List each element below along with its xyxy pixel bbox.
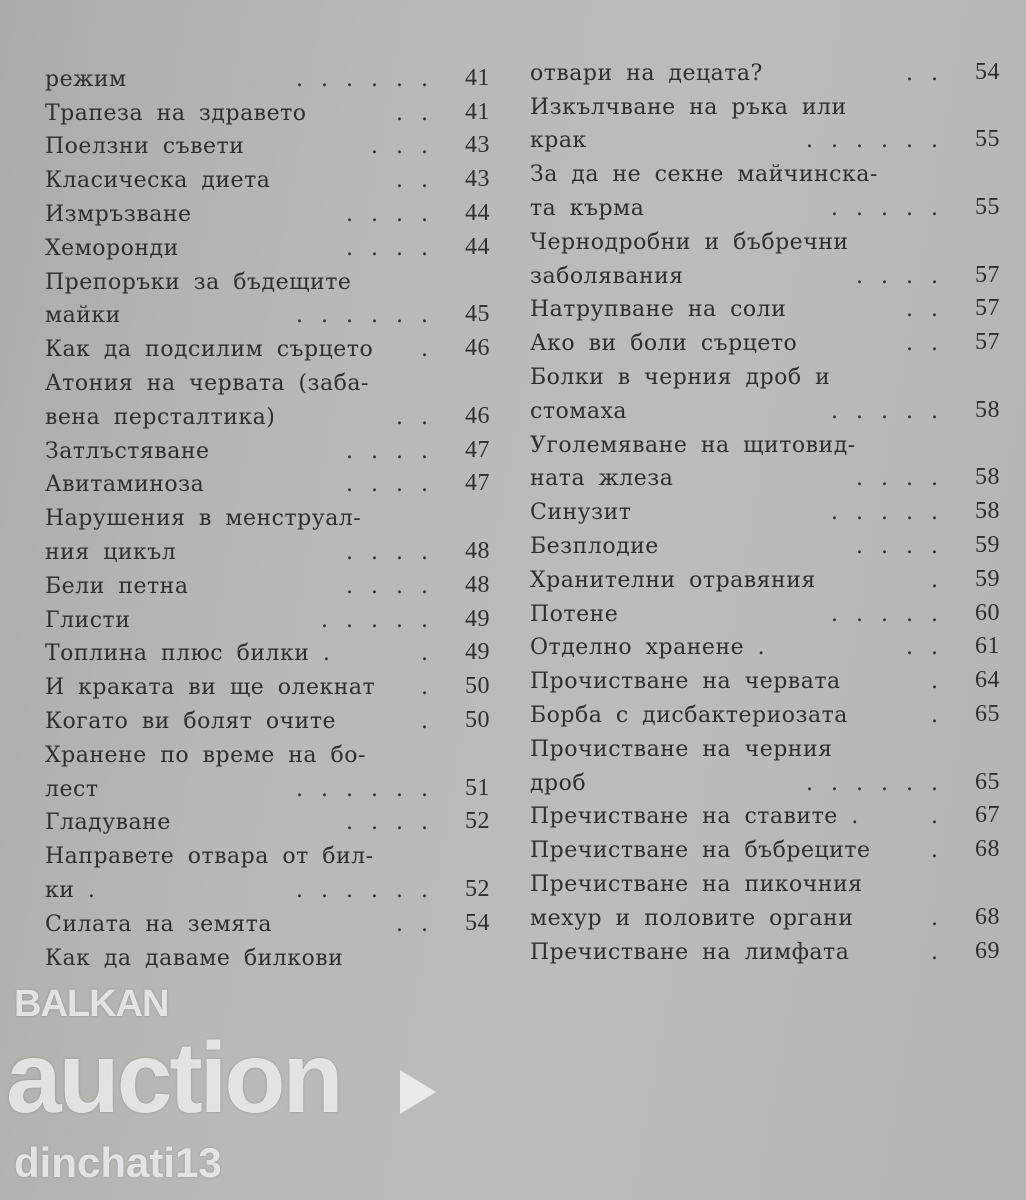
toc-entry-title: Измръзване: [45, 201, 192, 227]
toc-entry-line: [530, 559, 1000, 593]
toc-entry-title: Прочистване на червата: [530, 669, 841, 695]
toc-page-number: 51: [465, 774, 490, 801]
toc-entry-title: ки .: [45, 877, 96, 903]
toc-entry-line: [45, 666, 490, 700]
toc-page-number: 57: [975, 261, 1000, 288]
toc-entry-line: [45, 227, 490, 261]
toc-page-number: 46: [465, 335, 490, 362]
toc-page-number: 59: [975, 531, 1000, 558]
toc-entry-title: Затлъстяване: [45, 438, 210, 464]
toc-entry-line: [530, 863, 1000, 897]
toc-entry-title: За да не секне майчинска-: [530, 162, 878, 188]
toc-page-number: 46: [465, 402, 490, 429]
toc-entry-line: [45, 430, 490, 464]
toc-page-number: 58: [975, 464, 1000, 491]
dot-leader: ....: [346, 573, 446, 599]
toc-entry-title: Авитаминоза: [45, 472, 205, 498]
toc-entry-title: майки: [45, 303, 121, 329]
toc-page-number: 69: [975, 937, 1000, 964]
toc-entry-line: [45, 802, 490, 836]
toc-entry-line: [530, 255, 1000, 289]
toc-entry-title: Безплодие: [530, 533, 659, 559]
toc-entry-line: [45, 531, 490, 565]
toc-entry-line: [45, 159, 490, 193]
watermark-logo: auction: [6, 1022, 341, 1134]
dot-leader: ....: [346, 235, 446, 261]
dot-leader: .: [421, 337, 446, 363]
toc-page-number: 58: [975, 396, 1000, 423]
toc-page-number: 50: [465, 706, 490, 733]
dot-leader: .: [931, 669, 956, 695]
toc-entry-line: [530, 762, 1000, 796]
toc-entry-line: [530, 593, 1000, 627]
toc-entry-title: та кърма: [530, 195, 645, 221]
toc-entry-line: [45, 193, 490, 227]
toc-entry-line: [45, 869, 490, 903]
toc-page-number: 54: [975, 58, 1000, 85]
toc-entry-title: Хранене по време на бо-: [45, 742, 366, 768]
toc-entry-line: [530, 796, 1000, 830]
toc-entry-title: Болки в черния дроб и: [530, 364, 831, 390]
toc-entry-title: Силата на земята: [45, 911, 272, 937]
toc-entry-title: лест: [45, 776, 99, 802]
toc-entry-line: [45, 497, 490, 531]
toc-right-column: [530, 52, 1000, 965]
toc-page-number: 48: [465, 537, 490, 564]
dot-leader: ....: [346, 539, 446, 565]
toc-page-number: 47: [465, 436, 490, 463]
toc-entry-title: Препоръки за бъдещите: [45, 269, 352, 295]
toc-entry-line: [530, 153, 1000, 187]
toc-entry-line: [45, 92, 490, 126]
toc-entry-line: [530, 120, 1000, 154]
toc-page-number: 57: [975, 295, 1000, 322]
dot-leader: .....: [831, 601, 956, 627]
toc-entry-title: Хранителни отравяния: [530, 567, 816, 593]
toc-page-number: 59: [975, 565, 1000, 592]
toc-page-number: 47: [465, 470, 490, 497]
toc-entry-line: [45, 599, 490, 633]
toc-entry-line: [45, 565, 490, 599]
toc-page-number: 57: [975, 329, 1000, 356]
toc-entry-title: Хеморонди: [45, 235, 179, 261]
watermark-username: dinchati13: [14, 1139, 222, 1186]
toc-entry-title: Уголемяване на щитовид-: [530, 432, 856, 458]
dot-leader: ..: [906, 635, 956, 661]
dot-leader: .: [931, 567, 956, 593]
dot-leader: ....: [346, 201, 446, 227]
dot-leader: ......: [296, 66, 446, 92]
dot-leader: ......: [806, 770, 956, 796]
toc-entry-line: [530, 931, 1000, 965]
dot-leader: .....: [831, 195, 956, 221]
dot-leader: ..: [396, 100, 446, 126]
toc-page-number: 55: [975, 193, 1000, 220]
toc-entry-title: Борба с дисбактериозата: [530, 702, 848, 728]
dot-leader: .....: [831, 398, 956, 424]
toc-left-column: [45, 58, 490, 971]
toc-entry-line: [45, 734, 490, 768]
toc-entry-title: Ако ви боли сърцето: [530, 331, 798, 357]
toc-page-number: 58: [975, 498, 1000, 525]
toc-entry-line: [530, 322, 1000, 356]
toc-entry-title: крак: [530, 128, 587, 154]
toc-entry-title: Поелзни съвети: [45, 134, 245, 160]
toc-entry-title: Пречистване на лимфата: [530, 939, 850, 965]
dot-leader: .: [931, 804, 956, 830]
dot-leader: ......: [296, 776, 446, 802]
toc-entry-title: Синузит: [530, 500, 632, 526]
toc-entry-title: режим: [45, 66, 127, 92]
toc-entry-title: стомаха: [530, 398, 627, 424]
toc-page-number: 68: [975, 903, 1000, 930]
toc-page-number: 41: [465, 64, 490, 91]
dot-leader: ....: [856, 533, 956, 559]
toc-entry-line: [45, 295, 490, 329]
toc-entry-title: мехур и половите органи: [530, 905, 854, 931]
toc-entry-title: Глисти: [45, 607, 131, 633]
toc-entry-line: [530, 86, 1000, 120]
toc-entry-title: Натрупване на соли: [530, 297, 787, 323]
toc-entry-title: Пречистване на ставите .: [530, 804, 859, 830]
toc-page-number: 52: [465, 808, 490, 835]
toc-entry-line: [530, 390, 1000, 424]
toc-entry-title: Как да подсилим сърцето: [45, 337, 374, 363]
toc-page-number: 55: [975, 126, 1000, 153]
toc-entry-title: Пречистване на бъбреците: [530, 838, 871, 864]
toc-entry-title: Чернодробни и бъбречни: [530, 229, 849, 255]
watermark-play-icon: [400, 1070, 436, 1114]
toc-page-number: 45: [465, 301, 490, 328]
toc-page-number: 65: [975, 700, 1000, 727]
toc-entry-line: [45, 464, 490, 498]
toc-entry-line: [45, 633, 490, 667]
toc-entry-title: заболявания: [530, 263, 684, 289]
toc-entry-title: И краката ви ще олекнат: [45, 675, 376, 701]
toc-entry-line: [530, 221, 1000, 255]
toc-entry-line: [530, 525, 1000, 559]
dot-leader: ..: [906, 60, 956, 86]
dot-leader: ..: [396, 168, 446, 194]
dot-leader: .: [421, 641, 446, 667]
dot-leader: ......: [806, 128, 956, 154]
toc-entry-title: Как да даваме билкови: [45, 945, 344, 971]
toc-entry-title: Потене: [530, 601, 619, 627]
toc-page-number: 52: [465, 875, 490, 902]
toc-entry-line: [530, 458, 1000, 492]
toc-entry-line: [530, 694, 1000, 728]
dot-leader: .: [421, 708, 446, 734]
toc-page-number: 50: [465, 673, 490, 700]
toc-entry-title: Трапеза на здравето: [45, 100, 307, 126]
dot-leader: .: [931, 838, 956, 864]
toc-entry-line: [45, 362, 490, 396]
toc-entry-title: Гладуване: [45, 810, 171, 836]
watermark-brand: BALKAN: [14, 983, 169, 1025]
dot-leader: ......: [296, 303, 446, 329]
toc-entry-line: [45, 261, 490, 295]
toc-page-number: 43: [465, 132, 490, 159]
toc-page-number: 61: [975, 633, 1000, 660]
toc-page-number: 64: [975, 667, 1000, 694]
toc-entry-line: [45, 328, 490, 362]
dot-leader: ....: [856, 466, 956, 492]
toc-entry-title: отвари на децата?: [530, 60, 763, 86]
dot-leader: ....: [346, 438, 446, 464]
toc-entry-title: дроб: [530, 770, 587, 796]
toc-entry-title: Когато ви болят очите: [45, 708, 337, 734]
toc-entry-title: Атония на червата (заба-: [45, 370, 369, 396]
toc-page-number: 49: [465, 639, 490, 666]
dot-leader: .....: [321, 607, 446, 633]
dot-leader: ...: [371, 134, 446, 160]
toc-entry-title: Прочистване на черния: [530, 736, 833, 762]
toc-page-number: 54: [465, 909, 490, 936]
toc-entry-line: [530, 289, 1000, 323]
toc-entry-title: Бели петна: [45, 573, 189, 599]
dot-leader: .: [931, 939, 956, 965]
toc-page-number: 43: [465, 166, 490, 193]
dot-leader: .: [931, 702, 956, 728]
dot-leader: ..: [396, 404, 446, 430]
dot-leader: ..: [396, 911, 446, 937]
toc-entry-line: [45, 126, 490, 160]
toc-entry-line: [530, 728, 1000, 762]
toc-entry-title: Направете отвара от бил-: [45, 844, 374, 870]
toc-page-number: 41: [465, 98, 490, 125]
toc-entry-line: [530, 52, 1000, 86]
dot-leader: ..: [906, 297, 956, 323]
toc-entry-line: [45, 396, 490, 430]
toc-entry-title: Топлина плюс билки .: [45, 641, 331, 667]
dot-leader: ......: [296, 877, 446, 903]
toc-entry-line: [530, 356, 1000, 390]
toc-entry-title: ната жлеза: [530, 466, 674, 492]
toc-entry-line: [530, 627, 1000, 661]
dot-leader: ....: [346, 810, 446, 836]
toc-entry-line: [530, 660, 1000, 694]
toc-entry-line: [530, 491, 1000, 525]
toc-entry-line: [45, 768, 490, 802]
toc-entry-title: вена персталтика): [45, 404, 276, 430]
toc-entry-line: [530, 897, 1000, 931]
dot-leader: ..: [906, 331, 956, 357]
toc-page-number: 67: [975, 802, 1000, 829]
toc-entry-title: Отделно хранене .: [530, 635, 766, 661]
dot-leader: .: [931, 905, 956, 931]
toc-entry-line: [45, 937, 490, 971]
dot-leader: .: [421, 675, 446, 701]
toc-page-number: 48: [465, 571, 490, 598]
toc-entry-title: Изкълчване на ръка или: [530, 94, 847, 120]
toc-page-number: 65: [975, 768, 1000, 795]
toc-entry-title: Пречистване на пикочния: [530, 871, 863, 897]
toc-page-number: 49: [465, 605, 490, 632]
dot-leader: ....: [346, 472, 446, 498]
toc-entry-line: [45, 700, 490, 734]
toc-page-number: 44: [465, 199, 490, 226]
toc-entry-line: [45, 835, 490, 869]
dot-leader: .....: [831, 500, 956, 526]
toc-entry-title: ния цикъл: [45, 539, 177, 565]
dot-leader: ....: [856, 263, 956, 289]
toc-entry-title: Нарушения в менструал-: [45, 506, 362, 532]
toc-page-number: 60: [975, 599, 1000, 626]
toc-entry-title: Класическа диета: [45, 168, 271, 194]
toc-page-number: 68: [975, 836, 1000, 863]
toc-entry-line: [530, 829, 1000, 863]
toc-entry-line: [45, 903, 490, 937]
toc-entry-line: [530, 187, 1000, 221]
toc-entry-line: [530, 424, 1000, 458]
toc-page-number: 44: [465, 233, 490, 260]
toc-entry-line: [45, 58, 490, 92]
